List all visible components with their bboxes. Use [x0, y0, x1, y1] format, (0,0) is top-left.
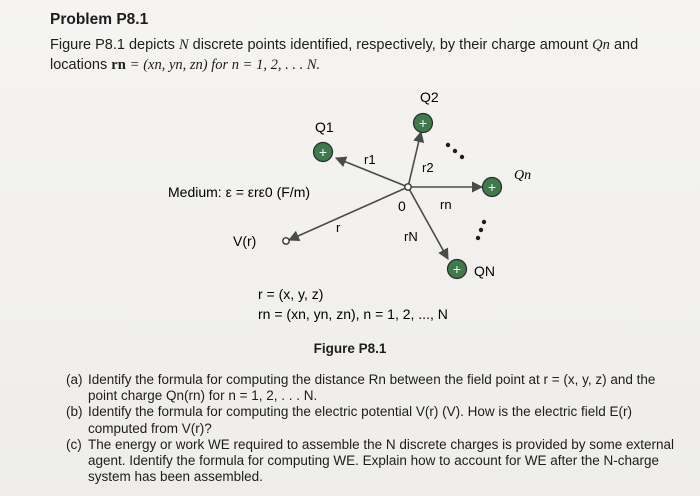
part-a-text: Identify the formula for computing the distance Rn between the field point at r = (x, y, z) and the point charge Qn(rn) for n = 1, 2, . . . N.	[88, 372, 656, 404]
charge-qn-symbol: +	[487, 179, 497, 195]
vector-r1-label: r1	[364, 152, 376, 167]
origin-label: 0	[398, 198, 406, 214]
part-b-label: (b)	[66, 404, 83, 420]
charge-q2-symbol: +	[418, 115, 428, 131]
part-c-text: The energy or work WE required to assemble the N discrete charges is provided by some external agent. Identify the formula for computing WE. Explain how to account for WE after the N-charge system has been assembled.	[88, 436, 675, 485]
charge-qn-label: Qn	[514, 168, 532, 183]
question-part-c	[66, 437, 686, 486]
ellipsis-dots-lower	[476, 220, 486, 240]
question-parts	[66, 372, 686, 485]
part-a-label: (a)	[66, 372, 83, 387]
intro-Qn: Qn	[592, 37, 610, 53]
vector-r-label: r	[336, 220, 341, 235]
intro-text-a: Figure P8.1 depicts	[50, 37, 175, 53]
figure-caption: Figure P8.1	[313, 341, 387, 356]
charge-q1-label: Q1	[315, 119, 334, 135]
vector-r2-label: r2	[422, 160, 434, 175]
part-c-label: (c)	[66, 436, 82, 452]
intro-rn: rn	[111, 57, 126, 73]
vector-rN-label: rN	[404, 229, 418, 244]
vector-rn-label: rn	[440, 197, 452, 212]
intro-text-c: and	[613, 37, 639, 53]
equation-rn: rn = (xn, yn, zn), n = 1, 2, ..., N	[258, 306, 448, 322]
field-point-label: V(r)	[233, 233, 257, 249]
intro-text-d: locations	[50, 57, 108, 73]
question-part-a	[66, 372, 686, 404]
field-point	[283, 238, 289, 244]
intro-text-e: = (xn, yn, zn) for n = 1, 2, . . . N.	[129, 57, 321, 73]
charge-q1-symbol: +	[318, 144, 328, 160]
medium-label: Medium: ε = εrε0 (F/m)	[168, 184, 311, 200]
charge-qN-label: QN	[474, 263, 495, 279]
intro-text-b: discrete points identified, respectively, by their charge amount	[192, 37, 589, 53]
intro-N: N	[178, 37, 189, 53]
equation-r: r = (x, y, z)	[258, 286, 324, 302]
charge-q2-label: Q2	[420, 89, 439, 105]
vector-r2-arrow	[408, 132, 421, 187]
part-b-text: Identify the formula for computing the electric potential V(r) (V). How is the electric field E(r) computed from V(r)?	[88, 404, 632, 436]
ellipsis-dots-upper	[446, 143, 464, 159]
origin-point	[405, 184, 411, 190]
problem-title: Problem P8.1	[50, 11, 149, 28]
charge-qN-symbol: +	[452, 261, 462, 277]
question-part-b	[66, 404, 686, 436]
